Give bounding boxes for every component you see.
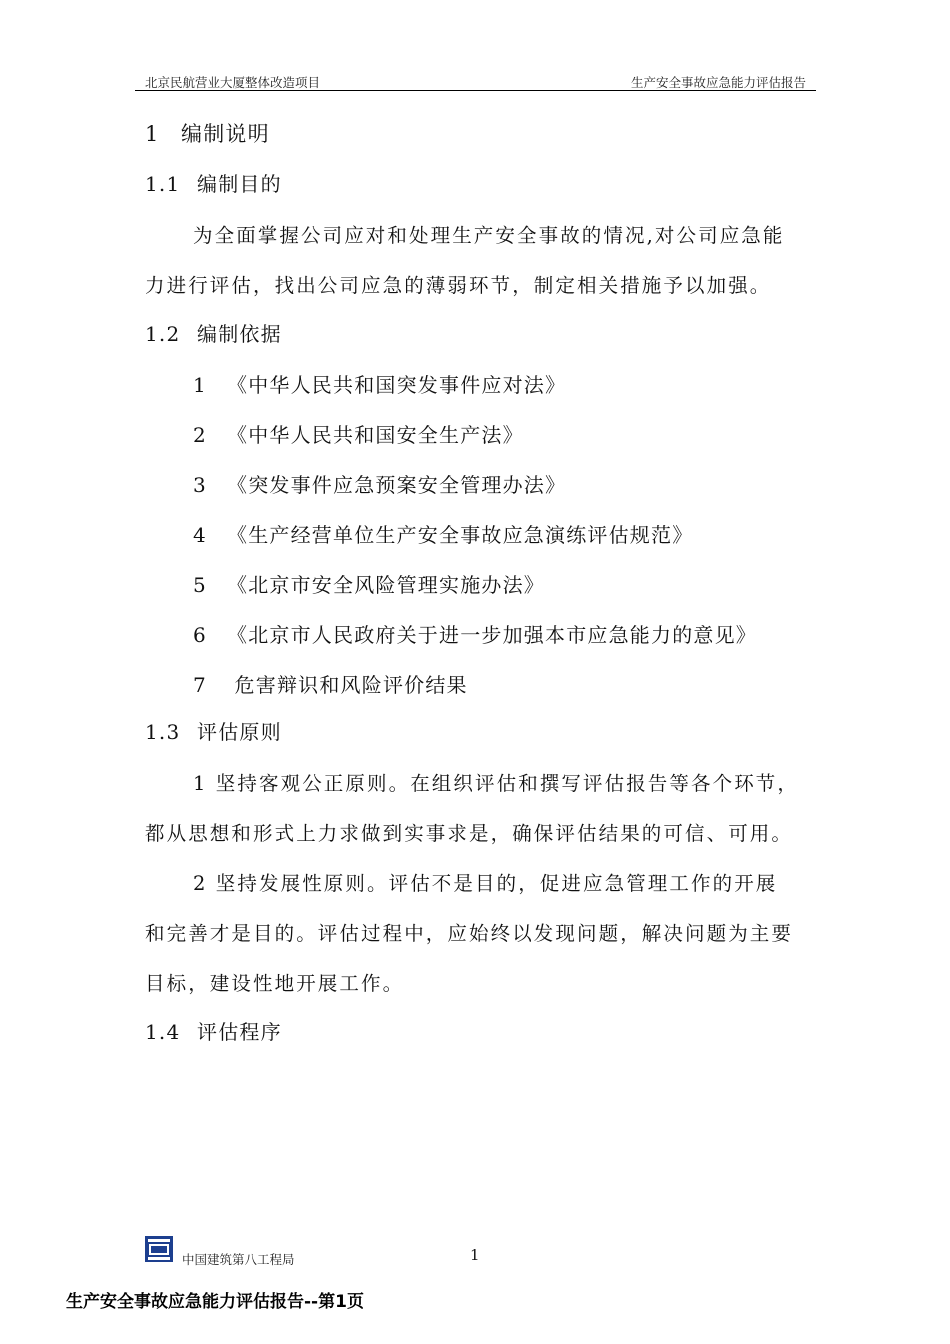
basis-item-number: 5 bbox=[193, 573, 207, 597]
section-heading-1-4 bbox=[145, 1020, 282, 1044]
principle-2-line-2: 和完善才是目的。评估过程中，应始终以发现问题，解决问题为主要 bbox=[145, 922, 794, 945]
page-number: 1 bbox=[470, 1246, 480, 1264]
section-heading-1-2 bbox=[145, 322, 282, 346]
section-title: 评估原则 bbox=[197, 720, 282, 744]
basis-item bbox=[193, 673, 468, 697]
basis-item-number: 6 bbox=[193, 623, 207, 647]
basis-item-text: 《生产经营单位生产安全事故应急演练评估规范》 bbox=[227, 523, 694, 547]
section-number: 1.3 bbox=[145, 720, 181, 744]
basis-item-number: 7 bbox=[193, 673, 207, 697]
section-number: 1.2 bbox=[145, 322, 181, 346]
page-caption: 生产安全事故应急能力评估报告--第1页 bbox=[66, 1292, 364, 1312]
header-report-title: 生产安全事故应急能力评估报告 bbox=[630, 75, 806, 90]
basis-item-text: 危害辩识和风险评价结果 bbox=[227, 673, 468, 697]
section-heading-1 bbox=[145, 122, 270, 146]
principle-1-line-2: 都从思想和形式上力求做到实事求是，确保评估结果的可信、可用。 bbox=[145, 822, 794, 845]
section-number: 1.1 bbox=[145, 172, 181, 196]
basis-item bbox=[193, 623, 757, 647]
basis-item bbox=[193, 523, 693, 547]
section-title: 编制说明 bbox=[181, 122, 270, 146]
section-heading-1-1 bbox=[145, 172, 282, 196]
basis-item-text: 《北京市安全风险管理实施办法》 bbox=[227, 573, 545, 597]
section-title: 编制依据 bbox=[197, 322, 282, 346]
section-heading-1-3 bbox=[145, 720, 282, 744]
basis-item bbox=[193, 373, 566, 397]
page-header bbox=[135, 72, 816, 91]
basis-item-number: 2 bbox=[193, 423, 207, 447]
principle-2-line-3: 目标，建设性地开展工作。 bbox=[145, 972, 405, 995]
basis-item bbox=[193, 473, 566, 497]
header-project-name: 北京民航营业大厦整体改造项目 bbox=[145, 75, 321, 90]
principle-1-line-1: 1 坚持客观公正原则。在组织评估和撰写评估报告等各个环节， bbox=[193, 772, 800, 795]
section-number: 1 bbox=[145, 122, 160, 146]
footer-company-name: 中国建筑第八工程局 bbox=[182, 1252, 295, 1267]
basis-item-text: 《中华人民共和国安全生产法》 bbox=[227, 423, 524, 447]
purpose-line-1: 为全面掌握公司应对和处理生产安全事故的情况,对公司应急能 bbox=[193, 224, 785, 247]
section-number: 1.4 bbox=[145, 1020, 181, 1044]
basis-item bbox=[193, 423, 524, 447]
section-title: 评估程序 bbox=[197, 1020, 282, 1044]
principle-2-line-1: 2 坚持发展性原则。评估不是目的，促进应急管理工作的开展 bbox=[193, 872, 778, 895]
basis-item-text: 《中华人民共和国突发事件应对法》 bbox=[227, 373, 567, 397]
basis-item-number: 1 bbox=[193, 373, 207, 397]
basis-item-number: 3 bbox=[193, 473, 207, 497]
section-title: 编制目的 bbox=[197, 172, 282, 196]
basis-item-text: 《突发事件应急预案安全管理办法》 bbox=[227, 473, 567, 497]
purpose-line-2: 力进行评估，找出公司应急的薄弱环节，制定相关措施予以加强。 bbox=[145, 274, 772, 297]
basis-item bbox=[193, 573, 545, 597]
basis-item-number: 4 bbox=[193, 523, 207, 547]
basis-item-text: 《北京市人民政府关于进一步加强本市应急能力的意见》 bbox=[227, 623, 757, 647]
cscec-logo-icon bbox=[145, 1236, 173, 1262]
